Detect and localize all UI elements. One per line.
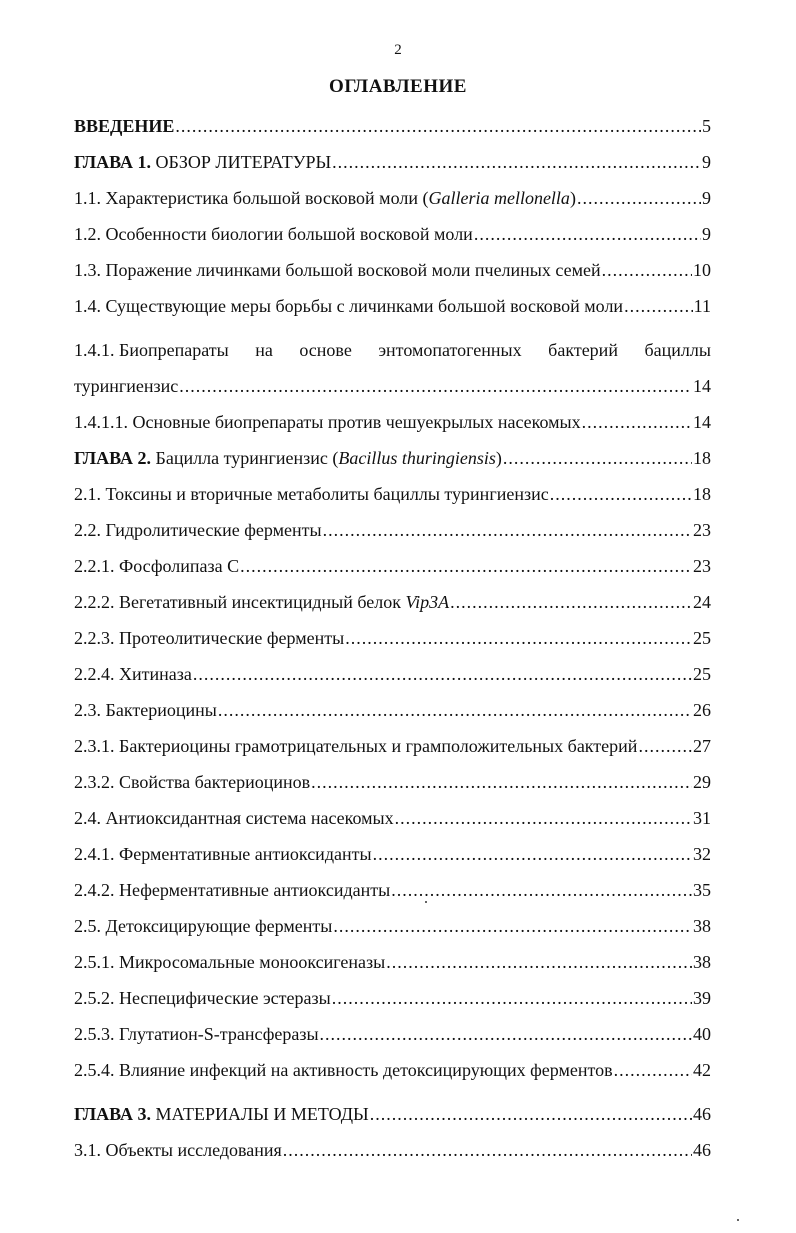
toc-entry-3-1[interactable] xyxy=(74,1132,711,1168)
table-of-contents xyxy=(74,108,711,1168)
leader-dots xyxy=(311,764,692,800)
toc-entry-title-continuation: турингиензис xyxy=(74,376,179,396)
scan-speck xyxy=(737,1219,739,1221)
toc-page-number: 27 xyxy=(693,736,711,756)
toc-entry-title: 2.4.1. Ферментативные антиоксиданты xyxy=(74,844,372,864)
toc-entry-2-5-1[interactable] xyxy=(74,944,711,980)
toc-entry-title: 2.2.3. Протеолитические ферменты xyxy=(74,628,345,648)
toc-page-number: 14 xyxy=(693,376,711,396)
toc-page-number: 25 xyxy=(693,628,711,648)
toc-entry-2-1[interactable] xyxy=(74,476,711,512)
toc-entry-title: 2.5.2. Неспецифические эстеразы xyxy=(74,988,331,1008)
toc-entry-title: 2.5.1. Микросомальные монооксигеназы xyxy=(74,952,386,972)
toc-entry-1-4-1-1[interactable] xyxy=(74,404,711,440)
page-number: 2 xyxy=(394,42,402,58)
toc-page-number: 9 xyxy=(702,188,711,208)
leader-dots xyxy=(638,728,692,764)
toc-entry-2-4-2[interactable] xyxy=(74,872,711,908)
scan-speck xyxy=(425,901,427,903)
toc-page-number: 10 xyxy=(693,260,711,280)
toc-page-number: 23 xyxy=(693,556,711,576)
toc-title: ОГЛАВЛЕНИЕ xyxy=(329,76,467,97)
toc-page-number: 39 xyxy=(693,988,711,1008)
toc-entry-title: 2.2.1. Фосфолипаза С xyxy=(74,556,240,576)
toc-entry-chapter-1[interactable] xyxy=(74,144,711,180)
toc-entry-chapter-3[interactable] xyxy=(74,1096,711,1132)
toc-page-number: 18 xyxy=(693,448,711,468)
toc-page-number: 5 xyxy=(702,116,711,136)
leader-dots xyxy=(602,252,692,288)
toc-entry-title: 2.5. Детоксицирующие ферменты xyxy=(74,916,333,936)
leader-dots xyxy=(218,692,692,728)
toc-page-number: 38 xyxy=(693,952,711,972)
toc-page-number: 9 xyxy=(702,224,711,244)
toc-entry-2-4-1[interactable] xyxy=(74,836,711,872)
leader-dots xyxy=(283,1132,692,1168)
toc-page-number: 23 xyxy=(693,520,711,540)
toc-entry-title: 2.2. Гидролитические ферменты xyxy=(74,520,322,540)
toc-entry-1-4-1[interactable] xyxy=(74,332,711,404)
leader-dots xyxy=(386,944,692,980)
toc-entry-2-5-3[interactable] xyxy=(74,1016,711,1052)
toc-entry-2-2-2[interactable] xyxy=(74,584,711,620)
toc-entry-1-4[interactable] xyxy=(74,288,711,324)
toc-entry-title: ВВЕДЕНИЕ xyxy=(74,116,175,136)
toc-entry-title: 2.2.2. Вегетативный инсектицидный белок Vip3A xyxy=(74,592,450,612)
toc-entry-2-4[interactable] xyxy=(74,800,711,836)
leader-dots xyxy=(614,1052,692,1088)
toc-entry-title: 2.5.3. Глутатион-S-трансферазы xyxy=(74,1024,319,1044)
toc-page-number: 35 xyxy=(693,880,711,900)
toc-entry-title: 1.1. Характеристика большой восковой моли (Galleria mellonella) xyxy=(74,188,576,208)
toc-entry-title: 1.4.1. Биопрепараты на основе энтомопатогенных бактерий бациллы xyxy=(74,340,711,360)
toc-entry-1-1[interactable] xyxy=(74,180,711,216)
toc-entry-title: 1.4.1.1. Основные биопрепараты против чешуекрылых насекомых xyxy=(74,412,581,432)
toc-page-number: 42 xyxy=(693,1060,711,1080)
toc-page-number: 31 xyxy=(693,808,711,828)
leader-dots xyxy=(193,656,692,692)
leader-dots xyxy=(624,288,693,324)
toc-entry-2-2-3[interactable] xyxy=(74,620,711,656)
toc-entry-chapter-2[interactable] xyxy=(74,440,711,476)
leader-dots xyxy=(323,512,692,548)
toc-entry-2-2[interactable] xyxy=(74,512,711,548)
toc-page-number: 46 xyxy=(693,1140,711,1160)
toc-entry-2-3-1[interactable] xyxy=(74,728,711,764)
leader-dots xyxy=(391,872,692,908)
leader-dots xyxy=(240,548,692,584)
toc-entry-title: 2.4. Антиоксидантная система насекомых xyxy=(74,808,394,828)
leader-dots xyxy=(333,908,692,944)
toc-entry-1-3[interactable] xyxy=(74,252,711,288)
leader-dots xyxy=(474,216,701,252)
toc-entry-2-5-2[interactable] xyxy=(74,980,711,1016)
toc-entry-title: 2.3.2. Свойства бактериоцинов xyxy=(74,772,311,792)
toc-page-number: 14 xyxy=(693,412,711,432)
toc-entry-title: 2.3. Бактериоцины xyxy=(74,700,217,720)
toc-entry-title: ГЛАВА 1. ОБЗОР ЛИТЕРАТУРЫ xyxy=(74,152,332,172)
toc-entry-title: 2.5.4. Влияние инфекций на активность детоксицирующих ферментов xyxy=(74,1060,613,1080)
leader-dots xyxy=(550,476,692,512)
leader-dots xyxy=(175,108,701,144)
toc-page-number: 29 xyxy=(693,772,711,792)
toc-entry-2-5-4[interactable] xyxy=(74,1052,711,1088)
leader-dots xyxy=(332,980,692,1016)
toc-entry-title: 2.4.2. Неферментативные антиоксиданты xyxy=(74,880,391,900)
toc-entry-title: 1.4. Существующие меры борьбы с личинками большой восковой моли xyxy=(74,296,624,316)
leader-dots xyxy=(582,404,692,440)
toc-page-number: 46 xyxy=(693,1104,711,1124)
leader-dots xyxy=(320,1016,692,1052)
toc-entry-title: 2.1. Токсины и вторичные метаболиты бациллы турингиензис xyxy=(74,484,549,504)
leader-dots xyxy=(373,836,692,872)
toc-page-number: 11 xyxy=(693,296,711,316)
toc-page-number: 18 xyxy=(693,484,711,504)
toc-page-number: 9 xyxy=(702,152,711,172)
toc-entry-title: 3.1. Объекты исследования xyxy=(74,1140,282,1160)
toc-entry-introduction[interactable] xyxy=(74,108,711,144)
leader-dots xyxy=(345,620,692,656)
toc-entry-2-2-4[interactable] xyxy=(74,656,711,692)
toc-page-number: 38 xyxy=(693,916,711,936)
toc-entry-title: ГЛАВА 3. МАТЕРИАЛЫ И МЕТОДЫ xyxy=(74,1104,369,1124)
toc-page-number: 26 xyxy=(693,700,711,720)
toc-entry-title: 1.2. Особенности биологии большой восковой моли xyxy=(74,224,473,244)
leader-dots xyxy=(395,800,692,836)
leader-dots xyxy=(179,368,692,404)
toc-entry-title: 2.3.1. Бактериоцины грамотрицательных и грамположительных бактерий xyxy=(74,736,638,756)
toc-entry-2-3-2[interactable] xyxy=(74,764,711,800)
leader-dots xyxy=(332,144,701,180)
toc-page-number: 32 xyxy=(693,844,711,864)
toc-entry-title: ГЛАВА 2. Бацилла турингиензис (Bacillus thuringiensis) xyxy=(74,448,502,468)
toc-entry-title: 1.3. Поражение личинками большой восковой моли пчелиных семей xyxy=(74,260,601,280)
toc-page-number: 25 xyxy=(693,664,711,684)
toc-entry-1-2[interactable] xyxy=(74,216,711,252)
toc-page-number: 40 xyxy=(693,1024,711,1044)
leader-dots xyxy=(503,440,692,476)
toc-entry-title: 2.2.4. Хитиназа xyxy=(74,664,192,684)
toc-page-number: 24 xyxy=(693,592,711,612)
leader-dots xyxy=(450,584,692,620)
toc-entry-2-3[interactable] xyxy=(74,692,711,728)
toc-entry-2-2-1[interactable] xyxy=(74,548,711,584)
toc-entry-2-5[interactable] xyxy=(74,908,711,944)
leader-dots xyxy=(577,180,701,216)
leader-dots xyxy=(370,1096,692,1132)
